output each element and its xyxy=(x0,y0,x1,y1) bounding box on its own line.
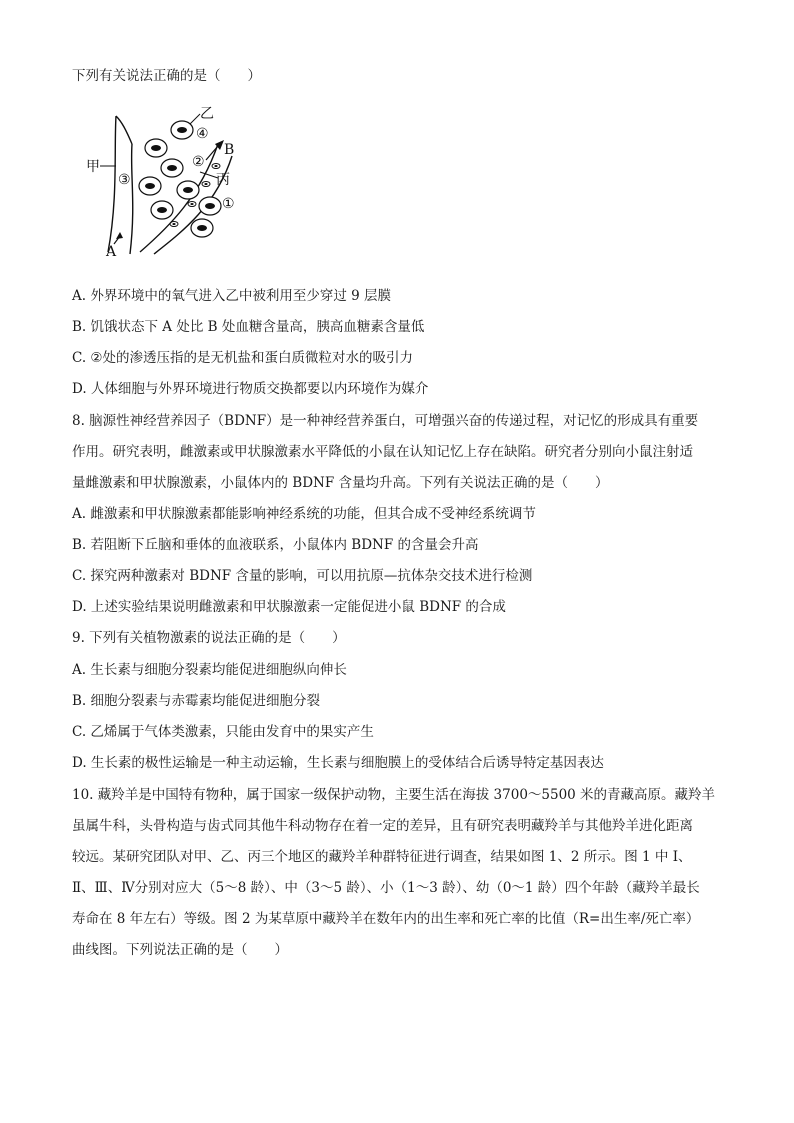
q7-option-a: A. 外界环境中的氧气进入乙中被利用至少穿过 9 层膜 xyxy=(72,288,392,304)
q7-option-d: D. 人体细胞与外界环境进行物质交换都要以内环境作为媒介 xyxy=(72,381,429,397)
q7-option-b: B. 饥饿状态下 A 处比 B 处血糖含量高，胰高血糖素含量低 xyxy=(72,319,425,335)
lymph-vessel-tip xyxy=(116,116,132,144)
lymph-vessel-left-wall xyxy=(108,116,116,252)
q8-stem-line-2: 作用。研究表明，雌激素或甲状腺激素水平降低的小鼠在认知记忆上存在缺陷。研究者分别向小鼠注射适 xyxy=(72,444,693,460)
q9-option-a: A. 生长素与细胞分裂素均能促进细胞纵向伸长 xyxy=(72,662,347,678)
tissue-fluid-diagram xyxy=(78,104,258,264)
label-circle-3: ③ xyxy=(118,172,131,188)
q8-stem-line-3: 量雌激素和甲状腺激素，小鼠体内的 BDNF 含量均升高。下列有关说法正确的是（ ） xyxy=(72,475,609,491)
q7-stem: 下列有关说法正确的是（ ） xyxy=(72,68,261,84)
q9-option-d: D. 生长素的极性运输是一种主动运输，生长素与细胞膜上的受体结合后诱导特定基因表达 xyxy=(72,755,604,771)
q8-option-a: A. 雌激素和甲状腺激素都能影响神经系统的功能，但其合成不受神经系统调节 xyxy=(72,506,536,522)
tissue-cells xyxy=(139,121,221,237)
q9-option-c: C. 乙烯属于气体类激素，只能由发育中的果实产生 xyxy=(72,724,374,740)
label-yi: 乙 xyxy=(200,106,214,122)
label-jia: 甲 xyxy=(86,159,100,175)
q10-stem-line-5: 寿命在 8 年左右）等级。图 2 为某草原中藏羚羊在数年内的出生率和死亡率的比值（R=出生率/死亡率） xyxy=(72,911,700,927)
q8-stem-line-1: 8. 脑源性神经营养因子（BDNF）是一种神经营养蛋白，可增强兴奋的传递过程，对记忆的形成具有重要 xyxy=(72,413,699,429)
q10-stem-line-4: Ⅱ、Ⅲ、Ⅳ分别对应大（5～8 龄）、中（3～5 龄）、小（1～3 龄）、幼（0～1 龄）四个年龄（藏羚羊最长 xyxy=(72,880,700,896)
label-B: B xyxy=(224,142,235,158)
q10-stem-line-1: 10. 藏羚羊是中国特有物种，属于国家一级保护动物，主要生活在海拔 3700～5500 米的青藏高原。藏羚羊 xyxy=(72,787,716,803)
q9-stem: 9. 下列有关植物激素的说法正确的是（ ） xyxy=(72,630,346,646)
label-A: A xyxy=(106,244,117,260)
label-circle-2: ② xyxy=(192,154,205,170)
q8-option-b: B. 若阻断下丘脑和垂体的血液联系，小鼠体内 BDNF 的含量会升高 xyxy=(72,537,479,553)
lymph-vessel-right-wall xyxy=(130,144,133,254)
q7-option-c: C. ②处的渗透压指的是无机盐和蛋白质微粒对水的吸引力 xyxy=(72,350,414,366)
q8-option-c: C. 探究两种激素对 BDNF 含量的影响，可以用抗原—抗体杂交技术进行检测 xyxy=(72,568,533,584)
label-circle-4: ④ xyxy=(196,126,209,142)
label-circle-1: ① xyxy=(222,196,235,212)
q10-stem-line-3: 较远。某研究团队对甲、乙、丙三个地区的藏羚羊种群特征进行调查，结果如图 1、2 所示。图 1 中 I、 xyxy=(72,849,692,865)
q9-option-b: B. 细胞分裂素与赤霉素均能促进细胞分裂 xyxy=(72,693,321,709)
q10-stem-line-2: 虽属牛科，头骨构造与齿式同其他牛科动物存在着一定的差异，且有研究表明藏羚羊与其他羚羊进化距离 xyxy=(72,818,693,834)
q8-option-d: D. 上述实验结果说明雌激素和甲状腺激素一定能促进小鼠 BDNF 的合成 xyxy=(72,599,506,615)
q10-stem-line-6: 曲线图。下列说法正确的是（ ） xyxy=(72,942,288,958)
label-bing: 丙 xyxy=(216,172,230,188)
